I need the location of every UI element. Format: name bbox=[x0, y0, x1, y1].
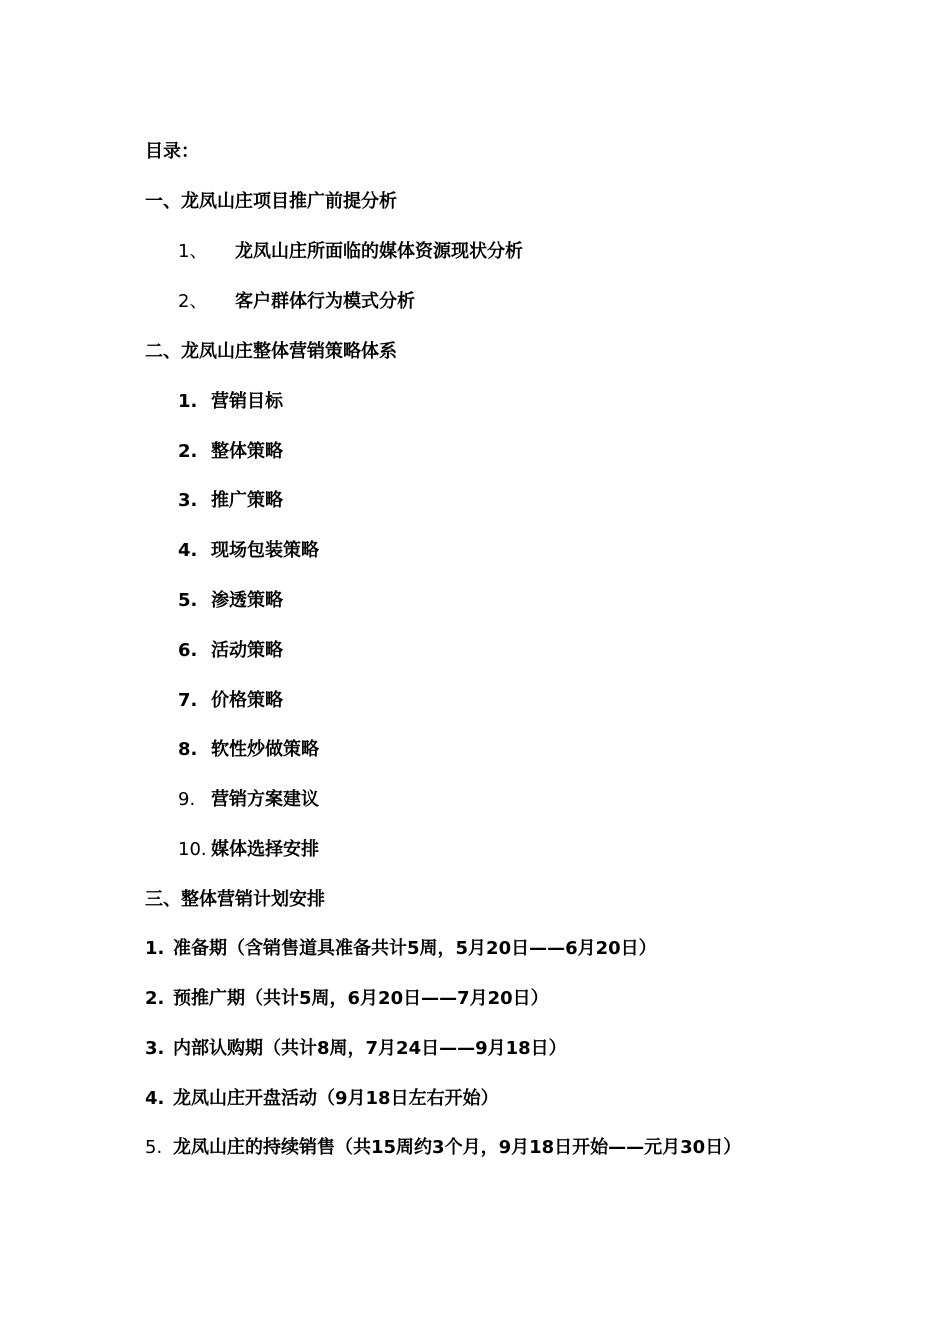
item-label: 内部认购期（共计8周，7月24日——9月18日） bbox=[173, 1038, 567, 1059]
item-number: 1. bbox=[145, 938, 165, 959]
item-number: 1、 bbox=[178, 241, 208, 262]
section-2-title: 二、龙凤山庄整体营销策略体系 bbox=[145, 341, 397, 362]
toc-item bbox=[145, 1037, 567, 1061]
toc-item bbox=[145, 937, 657, 961]
item-label: 龙凤山庄的持续销售（共15周约3个月，9月18日开始——元月30日） bbox=[173, 1137, 742, 1158]
toc-item bbox=[178, 290, 415, 314]
toc-item bbox=[178, 440, 283, 464]
item-label: 活动策略 bbox=[211, 640, 283, 661]
item-number: 5. bbox=[145, 1137, 163, 1158]
item-label: 整体策略 bbox=[211, 441, 283, 462]
item-number: 2、 bbox=[178, 291, 208, 312]
section-1-title: 一、龙凤山庄项目推广前提分析 bbox=[145, 191, 397, 212]
item-label: 软性炒做策略 bbox=[211, 739, 319, 760]
toc-item bbox=[178, 240, 523, 264]
toc-item bbox=[178, 539, 319, 563]
item-number: 2. bbox=[145, 988, 165, 1009]
item-label: 现场包装策略 bbox=[211, 540, 319, 561]
item-label: 龙凤山庄开盘活动（9月18日左右开始） bbox=[173, 1088, 499, 1109]
item-label: 价格策略 bbox=[211, 690, 283, 711]
item-number: 7. bbox=[178, 690, 198, 711]
item-label: 龙凤山庄所面临的媒体资源现状分析 bbox=[235, 241, 523, 262]
item-number: 10. bbox=[178, 839, 207, 860]
toc-item bbox=[145, 1136, 741, 1160]
item-label: 渗透策略 bbox=[211, 590, 283, 611]
toc-item bbox=[178, 788, 319, 812]
item-label: 准备期（含销售道具准备共计5周，5月20日——6月20日） bbox=[173, 938, 657, 959]
item-label: 客户群体行为模式分析 bbox=[235, 291, 415, 312]
toc-item bbox=[178, 589, 283, 613]
toc-item bbox=[178, 489, 283, 513]
toc-item bbox=[178, 689, 283, 713]
item-label: 媒体选择安排 bbox=[211, 839, 319, 860]
item-number: 9. bbox=[178, 789, 196, 810]
toc-item bbox=[145, 1087, 499, 1111]
item-number: 2. bbox=[178, 441, 198, 462]
item-label: 营销方案建议 bbox=[211, 789, 319, 810]
toc-item bbox=[145, 987, 549, 1011]
item-number: 6. bbox=[178, 640, 198, 661]
item-number: 4. bbox=[145, 1088, 165, 1109]
item-number: 4. bbox=[178, 540, 198, 561]
toc-heading: 目录： bbox=[145, 141, 199, 162]
toc-item bbox=[178, 738, 319, 762]
toc-item bbox=[178, 639, 283, 663]
item-label: 推广策略 bbox=[211, 490, 283, 511]
item-label: 预推广期（共计5周，6月20日——7月20日） bbox=[173, 988, 549, 1009]
toc-item bbox=[178, 838, 319, 862]
section-3-title: 三、整体营销计划安排 bbox=[145, 889, 325, 910]
item-number: 8. bbox=[178, 739, 198, 760]
toc-item bbox=[178, 390, 283, 414]
item-label: 营销目标 bbox=[211, 391, 283, 412]
item-number: 3. bbox=[178, 490, 198, 511]
item-number: 1. bbox=[178, 391, 198, 412]
item-number: 3. bbox=[145, 1038, 165, 1059]
item-number: 5. bbox=[178, 590, 198, 611]
